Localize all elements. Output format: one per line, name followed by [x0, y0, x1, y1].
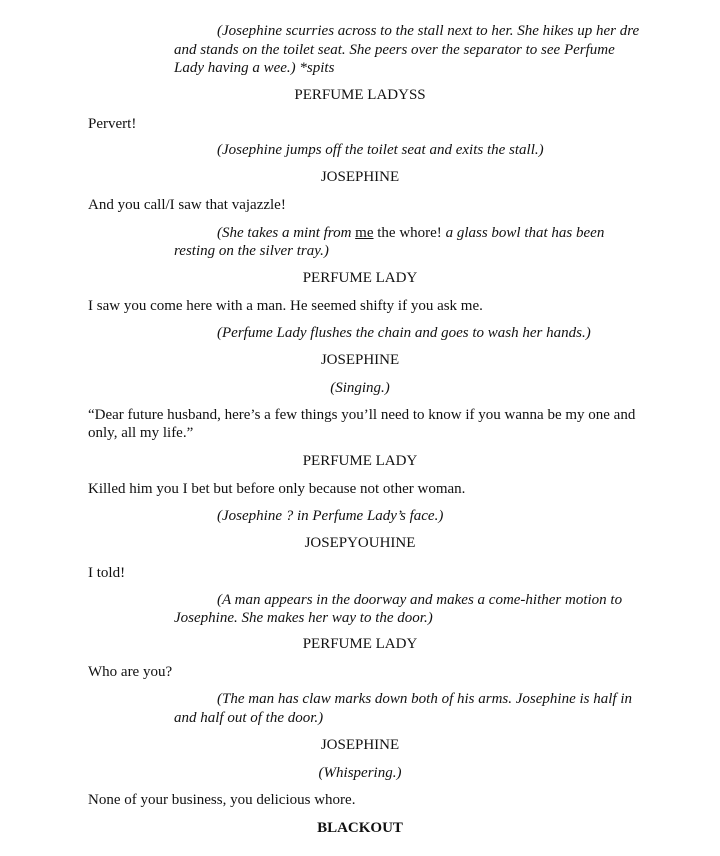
- stage-direction: (The man has claw marks down both of his arms. Josephine is half in: [217, 691, 632, 707]
- stage-direction: resting on the silver tray.): [174, 243, 329, 259]
- stage-direction: Lady having a wee.) *spits: [174, 60, 335, 76]
- dialogue: “Dear future husband, here’s a few things you’ll need to know if you wanna be my one and: [88, 407, 636, 423]
- inserted-text: the whore!: [373, 225, 446, 241]
- dialogue: Pervert!: [88, 116, 137, 132]
- dialogue: Who are you?: [88, 664, 173, 680]
- character-name: PERFUME LADY: [302, 270, 418, 286]
- stage-direction: (Josephine ? in Perfume Lady’s face.): [217, 508, 444, 524]
- stage-direction: (Josephine scurries across to the stall next to her. She hikes up her dre: [217, 23, 640, 39]
- dialogue: only, all my life.”: [88, 425, 194, 441]
- stage-direction: and stands on the toilet seat. She peers over the separator to see Perfume: [174, 42, 615, 58]
- underlined-text: me: [355, 225, 374, 241]
- stage-direction: (A man appears in the doorway and makes a come-hither motion to: [217, 592, 623, 608]
- character-name: PERFUME LADY: [302, 453, 418, 469]
- character-name: PERFUME LADY: [302, 636, 418, 652]
- stage-direction: (Perfume Lady flushes the chain and goes to wash her hands.): [217, 325, 591, 341]
- dialogue: And you call/I saw that vajazzle!: [88, 197, 286, 213]
- stage-direction: [217, 224, 604, 242]
- parenthetical: (Whispering.): [318, 765, 402, 781]
- dialogue: None of your business, you delicious whore.: [88, 792, 356, 808]
- scene-ending: BLACKOUT: [317, 820, 403, 836]
- character-name: JOSEPHINE: [320, 352, 400, 368]
- parenthetical: (Singing.): [330, 380, 390, 396]
- character-name: JOSEPYOUHINE: [304, 535, 416, 551]
- character-name: PERFUME LADYSS: [294, 87, 426, 103]
- dialogue: I saw you come here with a man. He seemed shifty if you ask me.: [88, 298, 483, 314]
- character-name: JOSEPHINE: [320, 169, 400, 185]
- stage-direction: and half out of the door.): [174, 710, 324, 726]
- stage-direction: Josephine. She makes her way to the door.): [174, 610, 433, 626]
- dialogue: Killed him you I bet but before only because not other woman.: [88, 481, 466, 497]
- dialogue: I told!: [88, 565, 126, 581]
- stage-direction: (Josephine jumps off the toilet seat and exits the stall.): [217, 142, 544, 158]
- direction-text: a glass bowl that has been: [445, 225, 605, 241]
- direction-text: (She takes a mint from: [217, 225, 356, 241]
- character-name: JOSEPHINE: [320, 737, 400, 753]
